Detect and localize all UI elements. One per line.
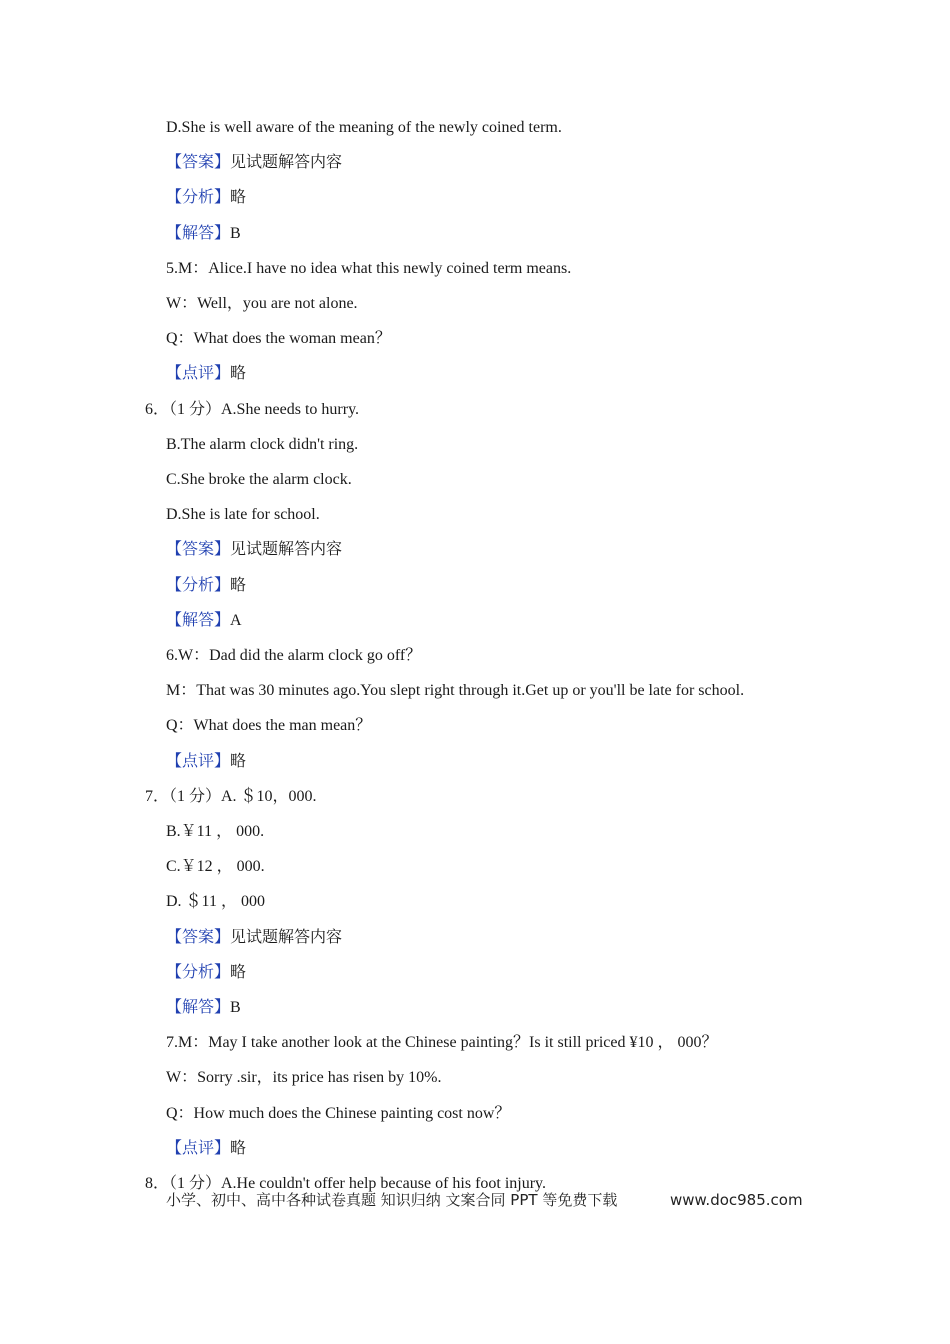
section-text: 见试题解答内容 <box>230 541 343 558</box>
section-tag: 【分析】 <box>166 189 231 206</box>
section-tag: 【解答】 <box>166 999 231 1016</box>
section-tag: 【分析】 <box>166 577 231 594</box>
question-line: 7．（1 分）A. ＄10，000. <box>145 788 317 805</box>
section-text: 见试题解答内容 <box>230 929 343 946</box>
question-line: 8．（1 分）A.He couldn't offer help because of his foot injury. <box>145 1175 547 1192</box>
text-line: Q：What does the man mean？ <box>166 717 372 734</box>
section-tag: 【点评】 <box>166 365 231 382</box>
answer-section-line <box>166 928 342 948</box>
answer-section-line <box>166 224 241 244</box>
footer-url[interactable]: www.doc985.com <box>670 1191 803 1209</box>
answer-section-line <box>166 153 342 173</box>
section-tag: 【点评】 <box>166 1140 231 1157</box>
text-line: B.The alarm clock didn't ring. <box>166 436 359 453</box>
page-footer <box>166 1190 803 1210</box>
section-text: 略 <box>230 189 247 206</box>
text-line: 6.W：Dad did the alarm clock go off？ <box>166 647 422 664</box>
answer-section-line <box>166 364 246 384</box>
question-line: 6．（1 分）A.She needs to hurry. <box>145 401 360 418</box>
answer-section-line <box>166 576 246 596</box>
answer-section-line <box>166 188 246 208</box>
text-line: 7.M：May I take another look at the Chinese painting？Is it still priced ¥10 ， 000？ <box>166 1034 718 1051</box>
answer-section-line <box>166 752 246 772</box>
section-tag: 【答案】 <box>166 541 231 558</box>
answer-section-line <box>166 1139 246 1159</box>
section-tag: 【点评】 <box>166 753 231 770</box>
answer-section-line <box>166 963 246 983</box>
section-text: 略 <box>230 1140 247 1157</box>
text-line: M：That was 30 minutes ago.You slept right through it.Get up or you'll be late for school. <box>166 682 745 699</box>
text-line: W：Well，you are not alone. <box>166 295 358 312</box>
text-line: Q：How much does the Chinese painting cost now？ <box>166 1105 511 1122</box>
answer-section-line <box>166 998 241 1018</box>
answer-section-line <box>166 540 342 560</box>
text-line: D. ＄11 ， 000 <box>166 893 265 910</box>
section-text: A <box>230 612 242 629</box>
text-line: C.￥12 ， 000. <box>166 858 265 875</box>
section-tag: 【解答】 <box>166 612 231 629</box>
text-line: W：Sorry .sir，its price has risen by 10%. <box>166 1069 442 1086</box>
section-text: B <box>230 225 241 242</box>
section-tag: 【解答】 <box>166 225 231 242</box>
text-line: C.She broke the alarm clock. <box>166 471 352 488</box>
section-tag: 【答案】 <box>166 929 231 946</box>
section-tag: 【答案】 <box>166 154 231 171</box>
text-line: D.She is well aware of the meaning of the newly coined term. <box>166 119 562 136</box>
section-tag: 【分析】 <box>166 964 231 981</box>
footer-text: 小学、初中、高中各种试卷真题 知识归纳 文案合同 PPT 等免费下载 <box>166 1191 618 1209</box>
answer-section-line <box>166 611 242 631</box>
section-text: 略 <box>230 964 247 981</box>
text-line: D.She is late for school. <box>166 506 320 523</box>
section-text: 略 <box>230 577 247 594</box>
section-text: 见试题解答内容 <box>230 154 343 171</box>
section-text: 略 <box>230 365 247 382</box>
text-line: 5.M：Alice.I have no idea what this newly coined term means. <box>166 260 572 277</box>
section-text: 略 <box>230 753 247 770</box>
section-text: B <box>230 999 241 1016</box>
text-line: B.￥11 ， 000. <box>166 823 265 840</box>
text-line: Q：What does the woman mean？ <box>166 330 391 347</box>
